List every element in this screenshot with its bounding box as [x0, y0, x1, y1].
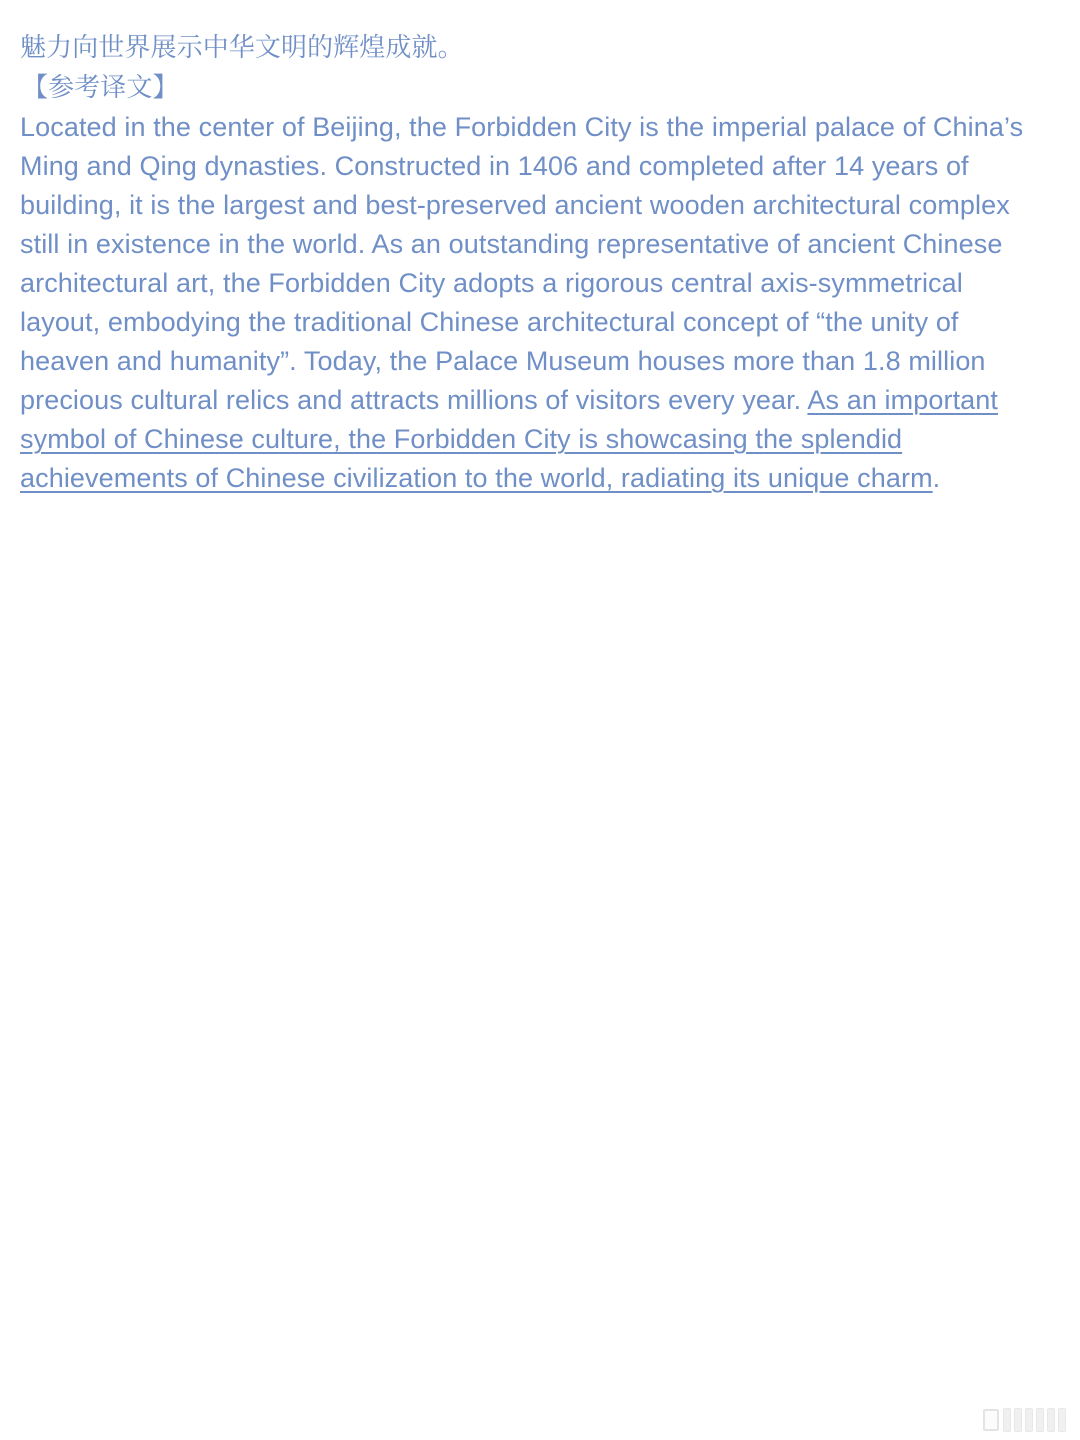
section-heading: 【参考译文】 [22, 73, 179, 103]
underlined-sentence: As an important symbol of Chinese culture, the Forbidden City is showcasing the splendid achievements of Chinese civilization to the world, radiating its unique charm [20, 385, 998, 493]
document-content [20, 28, 1040, 498]
watermark-logo-icon [983, 1408, 1066, 1432]
paragraph-end: . [932, 463, 941, 493]
translation-paragraph [20, 108, 1040, 498]
paragraph-text: Located in the center of Beijing, the Forbidden City is the imperial palace of China’s Ming and Qing dynasties. Constructed in 1406 and completed after 14 years of building, it is the largest and best-preserved ancient wooden architectural complex still in existence in the world. As an outstanding representative of ancient Chinese architectural art, the Forbidden City adopts a rigorous central axis-symmetrical layout, embodying the traditional Chinese architectural concept of “the unity of heaven and humanity”. Today, the Palace Museum houses more than 1.8 million precious cultural relics and attracts millions of visitors every year. [20, 112, 1024, 415]
intro-line: 魅力向世界展示中华文明的辉煌成就。 [20, 33, 464, 63]
